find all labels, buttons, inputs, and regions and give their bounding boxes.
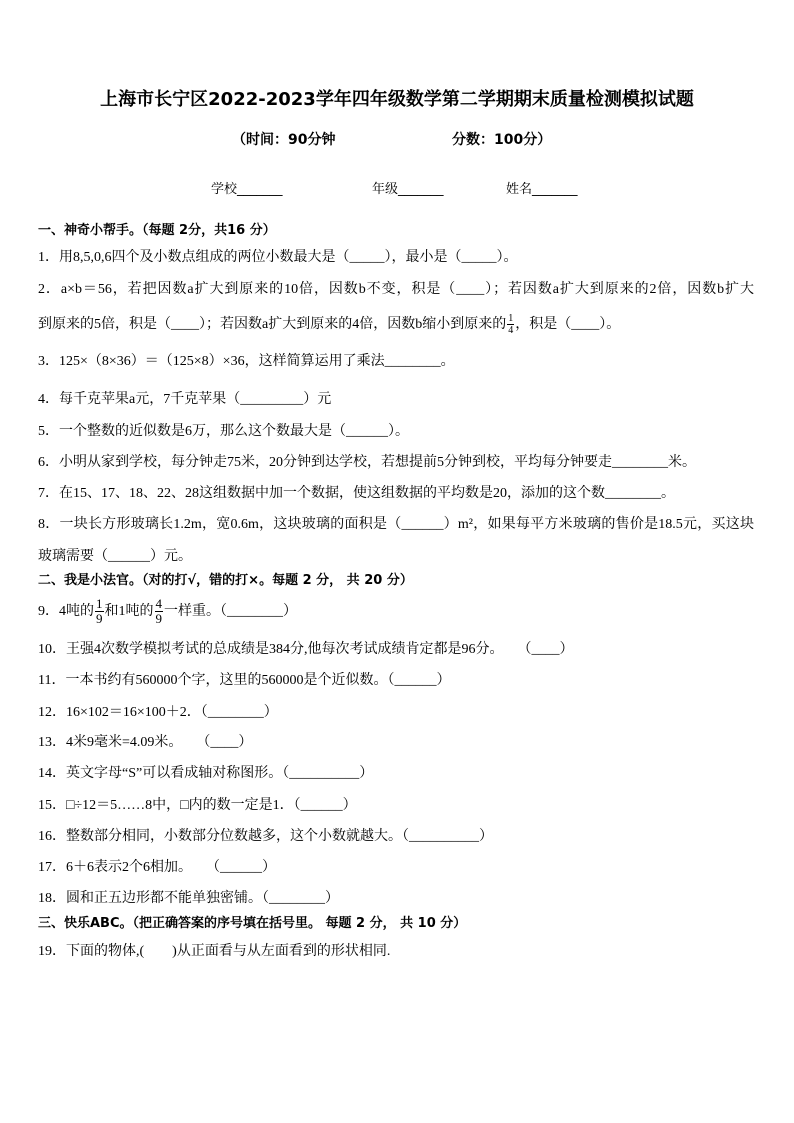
school-field: 学校_______	[211, 182, 283, 197]
name-field: 姓名_______	[506, 182, 578, 197]
fraction-numerator: 1	[508, 313, 514, 325]
question-2-line-1: 2．a×b＝56，若把因数a扩大到原来的10倍，因数b不变，积是（____）；若因数a扩大到原来的2倍，因数b扩大	[38, 282, 754, 297]
question-2-text-before-fraction: 到原来的5倍，积是（____）；若因数a扩大到原来的4倍，因数b缩小到原来的	[38, 317, 507, 332]
fraction-numerator: 4	[155, 596, 162, 612]
question-13: 13．4米9毫米=4.09米。 （____）	[38, 735, 253, 750]
question-12: 12．16×102＝16×100＋2．（________）	[38, 705, 278, 720]
question-5: 5．一个整数的近似数是6万，那么这个数最大是（______）。	[38, 424, 409, 439]
question-9	[38, 596, 754, 628]
question-6: 6．小明从家到学校，每分钟走75米，20分钟到达学校，若想提前5分钟到校，平均每分钟要走________米。	[38, 455, 696, 470]
exam-time: （时间：90分钟	[232, 132, 336, 148]
fraction-denominator: 9	[96, 611, 103, 627]
section-3-heading: 三、快乐ABC。（把正确答案的序号填在括号里。 每题 2 分， 共 10 分）	[38, 916, 467, 931]
question-18: 18．圆和正五边形都不能单独密铺。（________）	[38, 891, 339, 906]
section-2-heading: 二、我是小法官。（对的打√，错的打×。每题 2 分， 共 20 分）	[38, 573, 413, 588]
question-3: 3．125×（8×36）＝（125×8）×36，这样简算运用了乘法________。	[38, 354, 455, 369]
fraction-denominator: 4	[508, 325, 514, 337]
exam-score: 分数：100分）	[452, 132, 552, 148]
question-8-line-2: 玻璃需要（______）元。	[38, 549, 192, 564]
question-7: 7．在15、17、18、22、28这组数据中加一个数据，使这组数据的平均数是20，添加的这个数________。	[38, 486, 675, 501]
question-1: 1．用8,5,0,6四个及小数点组成的两位小数最大是（_____），最小是（_____）。	[38, 250, 518, 265]
question-15: 15．□÷12＝5……8中，□内的数一定是1．（______）	[38, 798, 357, 813]
grade-field: 年级_______	[372, 182, 444, 197]
question-9-part-2: 和1吨的	[104, 604, 154, 619]
question-4: 4．每千克苹果a元，7千克苹果（_________）元	[38, 392, 332, 407]
question-9-part-1: 9．4吨的	[38, 604, 94, 619]
fraction-one-ninth	[95, 597, 104, 626]
exam-title: 上海市长宁区2022-2023学年四年级数学第二学期期末质量检测模拟试题	[100, 89, 694, 110]
fraction-one-quarter	[507, 313, 514, 336]
fraction-four-ninths	[155, 597, 164, 626]
question-19: 19．下面的物体,( )从正面看与从左面看到的形状相同.	[38, 944, 391, 959]
question-10: 10．王强4次数学模拟考试的总成绩是384分,他每次考试成绩肯定都是96分。 （____）	[38, 642, 574, 657]
question-16: 16．整数部分相同，小数部分位数越多，这个小数就越大。（__________）	[38, 829, 493, 844]
section-1-heading: 一、神奇小帮手。（每题 2分，共16 分）	[38, 223, 276, 238]
question-8-line-1: 8．一块长方形玻璃长1.2m，宽0.6m，这块玻璃的面积是（______）m²，如果每平方米玻璃的售价是18.5元，买这块	[38, 517, 754, 532]
question-2-line-2	[38, 310, 754, 340]
question-9-part-3: 一样重。（________）	[164, 604, 297, 619]
question-11: 11．一本书约有560000个字，这里的560000是个近似数。（______）	[38, 673, 451, 688]
fraction-numerator: 1	[96, 596, 103, 612]
question-2-text-after-fraction: ，积是（____）。	[515, 317, 621, 332]
question-14: 14．英文字母“S”可以看成轴对称图形。（__________）	[38, 766, 374, 781]
question-17: 17．6＋6表示2个6相加。 （______）	[38, 860, 276, 875]
fraction-denominator: 9	[155, 611, 162, 627]
